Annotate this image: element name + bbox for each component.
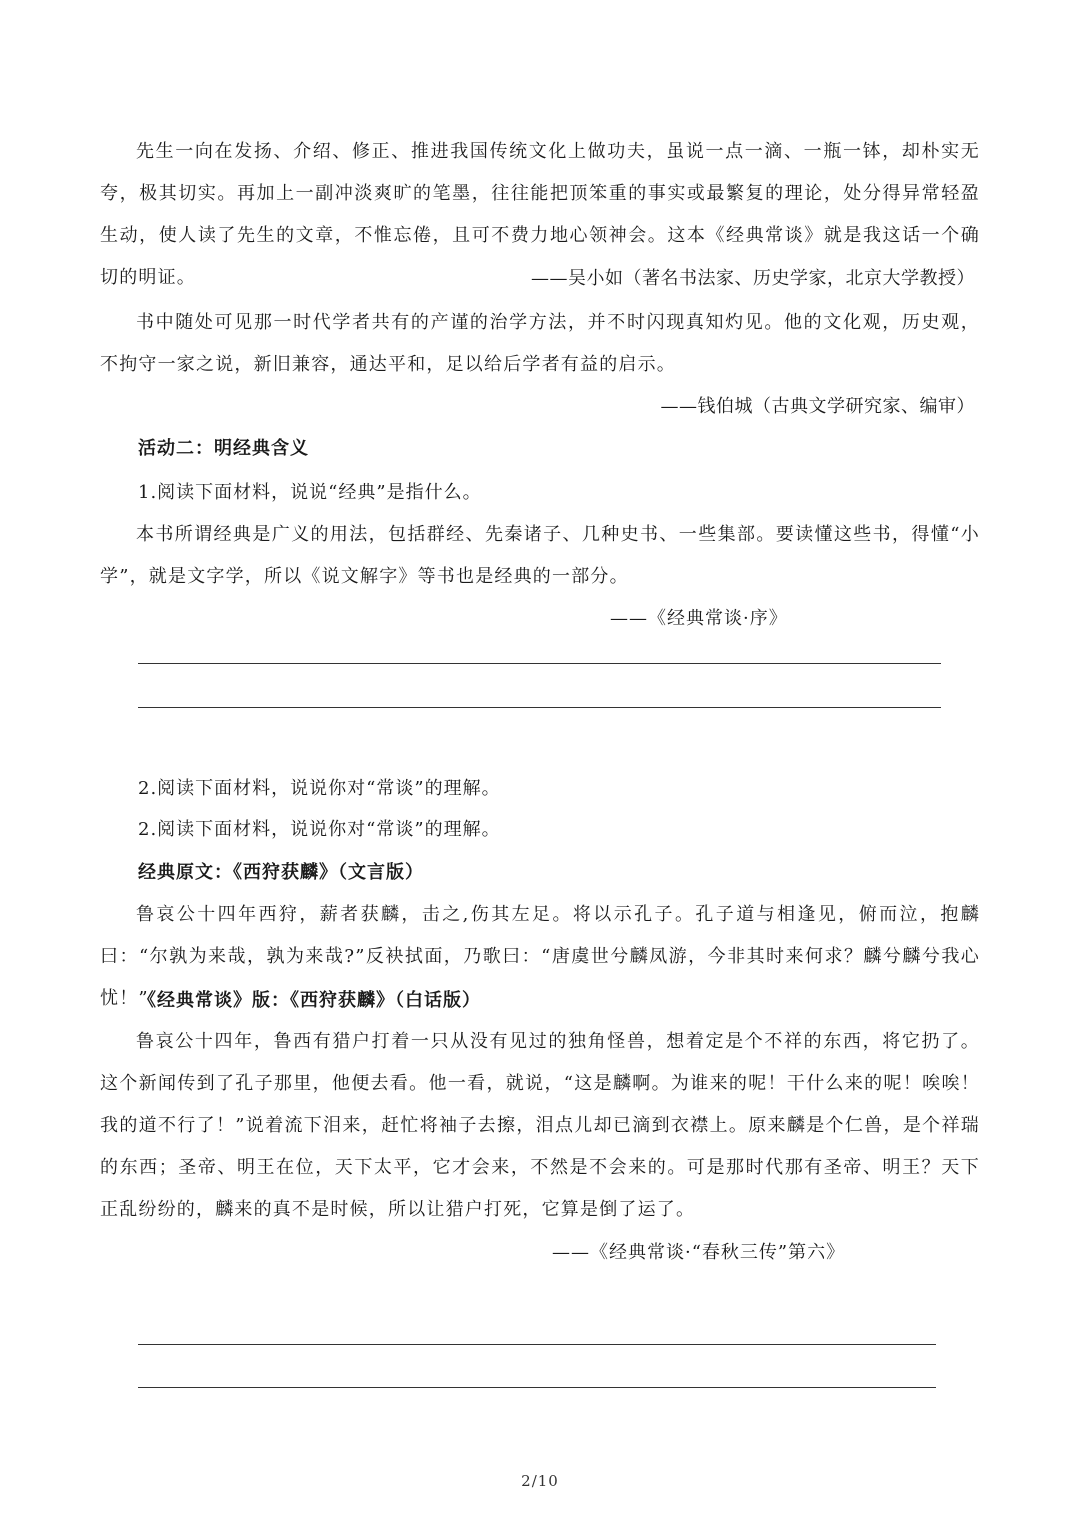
question-two-prompt-repeat: 2.阅读下面材料，说说你对“常谈”的理解。 bbox=[138, 819, 501, 840]
answer-line[interactable] bbox=[138, 1387, 936, 1388]
original-classical-text: 鲁哀公十四年西狩，薪者获麟，击之,伤其左足。将以示孔子。孔子道与相逢见，俯而泣，抱麟曰：“尔孰为来哉，孰为来哉?”反袂拭面，乃歌曰：“唐虞世兮麟凤游，今非其时来何求？麟兮麟兮我心忧！” bbox=[100, 904, 980, 1009]
answer-line[interactable] bbox=[138, 1344, 936, 1345]
review-qian-bocheng-attribution: ——钱伯城（古典文学研究家、编审） bbox=[660, 396, 975, 417]
review-wu-xiaoru-attribution: ——吴小如（著名书法家、历史学家，北京大学教授） bbox=[531, 268, 975, 289]
answer-line[interactable] bbox=[138, 663, 941, 664]
vernacular-text: 鲁哀公十四年，鲁西有猎户打着一只从没有见过的独角怪兽，想着定是个不祥的东西，将它扔了。这个新闻传到了孔子那里，他便去看。他一看，就说，“这是麟啊。为谁来的呢！干什么来的呢！唉唉！我的道不行了！”说着流下泪来，赶忙将袖子去擦，泪点儿却已滴到衣襟上。原来麟是个仁兽，是个祥瑞的东西；圣帝、明王在位，天下太平，它才会来，不然是不会来的。可是那时代那有圣帝、明王？天下正乱纷纷的，麟来的真不是时候，所以让猎户打死，它算是倒了运了。 bbox=[100, 1031, 980, 1220]
question-two-prompt: 2.阅读下面材料，说说你对“常谈”的理解。 bbox=[138, 778, 501, 799]
question-two-source: ——《经典常谈·“春秋三传”第六》 bbox=[552, 1242, 846, 1263]
vernacular-text-heading: 《经典常谈》版：《西狩获麟》（白话版） bbox=[138, 990, 481, 1011]
question-one-prompt: 1.阅读下面材料，说说“经典”是指什么。 bbox=[138, 482, 482, 503]
question-one-material: 本书所谓经典是广义的用法，包括群经、先秦诸子、几种史书、一些集部。要读懂这些书，得懂“小学”，就是文字学，所以《说文解字》等书也是经典的一部分。 bbox=[100, 524, 980, 587]
review-qian-bocheng-text: 书中随处可见那一时代学者共有的产谨的治学方法，并不时闪现真知灼见。他的文化观，历史观，不拘守一家之说，新旧兼容，通达平和，足以给后学者有益的启示。 bbox=[100, 312, 980, 375]
answer-line[interactable] bbox=[138, 707, 941, 708]
original-text-heading: 经典原文：《西狩获麟》（文言版） bbox=[138, 862, 424, 883]
activity-two-heading: 活动二：明经典含义 bbox=[138, 438, 309, 459]
page-number: 2/10 bbox=[521, 1472, 559, 1490]
review-wu-xiaoru-text: 先生一向在发扬、介绍、修正、推进我国传统文化上做功夫，虽说一点一滴、一瓶一钵，却朴实无夸，极其切实。再加上一副冲淡爽旷的笔墨，往往能把顶笨重的事实或最繁复的理论，处分得异常轻盈生动，使人读了先生的文章，不惟忘倦，且可不费力地心领神会。这本《经典常谈》就是我这话一个确切的明证。 bbox=[100, 141, 980, 288]
question-one-source: ——《经典常谈·序》 bbox=[610, 608, 788, 629]
